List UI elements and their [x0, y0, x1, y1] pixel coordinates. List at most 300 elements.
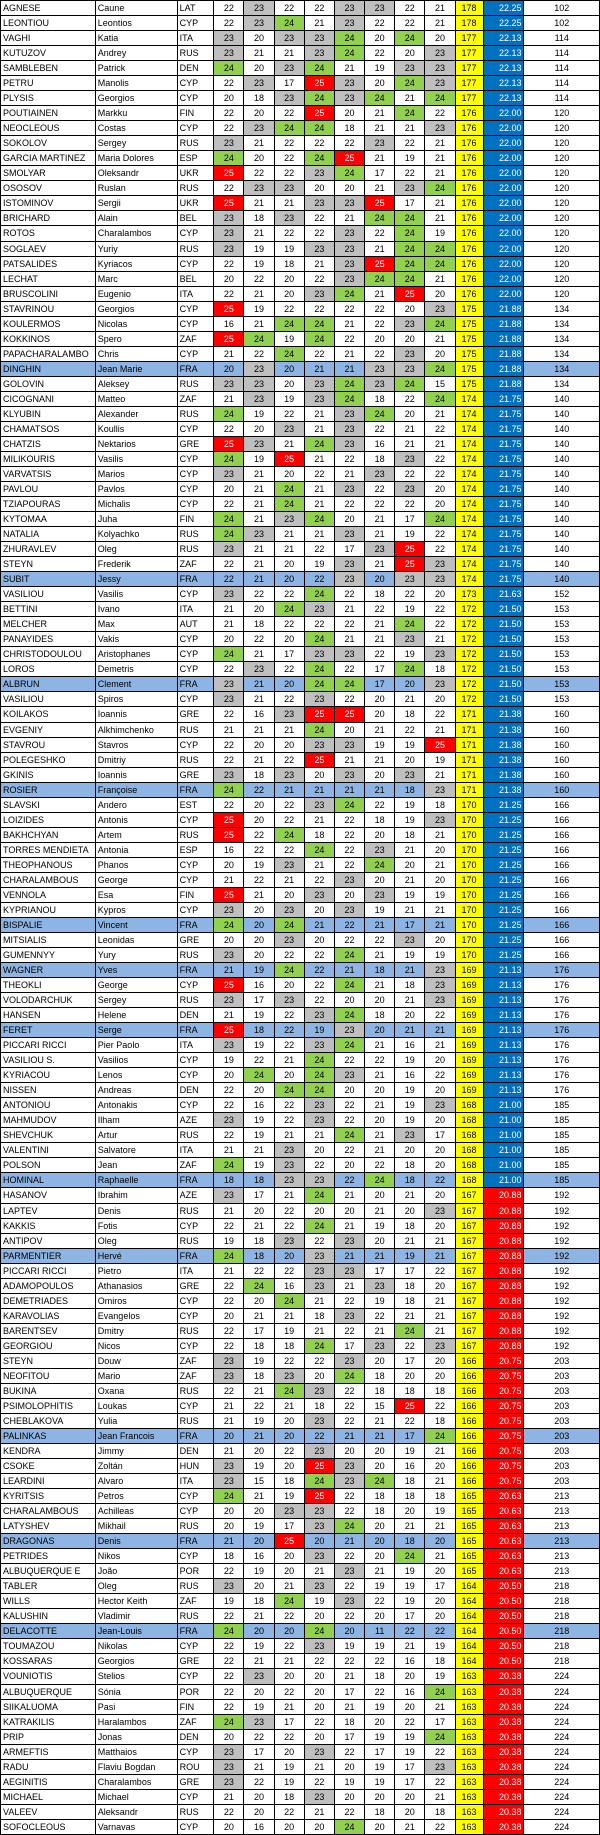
score-cell: 21 — [365, 527, 395, 542]
score-cell: 21 — [365, 617, 395, 632]
score-cell: 20 — [365, 1609, 395, 1624]
first-name-cell: Andero — [95, 797, 177, 812]
country-cell: FRA — [177, 917, 214, 932]
score-cell: 16 — [244, 707, 274, 722]
score-cell: 17 — [274, 76, 304, 91]
score-cell: 20 — [425, 286, 455, 301]
table-row — [1, 316, 600, 331]
country-cell: DEN — [177, 61, 214, 76]
total-cell: 163 — [455, 1804, 483, 1819]
score-cell: 18 — [334, 1714, 364, 1729]
score-cell: 20 — [274, 1744, 304, 1759]
score-cell: 17 — [395, 1609, 425, 1624]
surname-cell: KENDRA — [1, 1444, 96, 1459]
country-cell: CYP — [177, 1218, 214, 1233]
score-cell: 22 — [304, 947, 334, 962]
score-cell: 22 — [304, 1428, 334, 1443]
table-row — [1, 106, 600, 121]
average-cell: 21.38 — [483, 737, 524, 752]
score-cell: 22 — [304, 211, 334, 226]
country-cell: FRA — [177, 1023, 214, 1038]
score-cell: 22 — [334, 827, 364, 842]
score-cell: 24 — [214, 61, 244, 76]
total-cell: 166 — [455, 1474, 483, 1489]
score-cell: 22 — [274, 136, 304, 151]
rank-cell: 218 — [524, 1654, 600, 1669]
score-cell: 23 — [425, 1098, 455, 1113]
average-cell: 21.38 — [483, 782, 524, 797]
score-cell: 25 — [214, 301, 244, 316]
table-row — [1, 241, 600, 256]
score-cell: 22 — [334, 1053, 364, 1068]
average-cell: 21.38 — [483, 752, 524, 767]
country-cell: CYP — [177, 1068, 214, 1083]
score-cell: 24 — [395, 1549, 425, 1564]
total-cell: 169 — [455, 978, 483, 993]
country-cell: CYP — [177, 647, 214, 662]
score-cell: 22 — [395, 1338, 425, 1353]
score-cell: 21 — [244, 677, 274, 692]
country-cell: CYP — [177, 1504, 214, 1519]
surname-cell: TZIAPOURAS — [1, 497, 96, 512]
score-cell: 23 — [304, 602, 334, 617]
total-cell: 171 — [455, 707, 483, 722]
score-cell: 22 — [425, 421, 455, 436]
score-cell: 23 — [304, 1038, 334, 1053]
score-cell: 24 — [304, 662, 334, 677]
total-cell: 167 — [455, 1218, 483, 1233]
score-cell: 23 — [425, 647, 455, 662]
average-cell: 20.88 — [483, 1248, 524, 1263]
surname-cell: PETRU — [1, 76, 96, 91]
score-cell: 20 — [214, 932, 244, 947]
table-row — [1, 1759, 600, 1774]
surname-cell: CHRISTODOULOU — [1, 647, 96, 662]
score-cell: 22 — [214, 1098, 244, 1113]
average-cell: 22.00 — [483, 226, 524, 241]
score-cell: 17 — [395, 1759, 425, 1774]
surname-cell: CHEBLAKOVA — [1, 1413, 96, 1428]
average-cell: 21.25 — [483, 932, 524, 947]
score-cell: 19 — [395, 947, 425, 962]
score-cell: 23 — [334, 872, 364, 887]
total-cell: 176 — [455, 106, 483, 121]
surname-cell: PLYSIS — [1, 91, 96, 106]
rank-cell: 166 — [524, 932, 600, 947]
score-cell: 24 — [334, 46, 364, 61]
surname-cell: BRICHARD — [1, 211, 96, 226]
rank-cell: 218 — [524, 1579, 600, 1594]
total-cell: 163 — [455, 1714, 483, 1729]
score-cell: 20 — [365, 1113, 395, 1128]
average-cell: 21.25 — [483, 887, 524, 902]
score-cell: 21 — [425, 1549, 455, 1564]
country-cell: CYP — [177, 256, 214, 271]
score-cell: 21 — [334, 1218, 364, 1233]
average-cell: 21.50 — [483, 662, 524, 677]
surname-cell: LEONTIOU — [1, 16, 96, 31]
rank-cell: 203 — [524, 1368, 600, 1383]
surname-cell: WILLS — [1, 1594, 96, 1609]
average-cell: 20.50 — [483, 1609, 524, 1624]
rank-cell: 224 — [524, 1684, 600, 1699]
score-cell: 22 — [304, 466, 334, 481]
score-cell: 22 — [274, 1098, 304, 1113]
score-cell: 18 — [214, 1173, 244, 1188]
score-cell: 20 — [244, 1624, 274, 1639]
score-cell: 25 — [214, 827, 244, 842]
table-row — [1, 1398, 600, 1413]
total-cell: 174 — [455, 497, 483, 512]
score-cell: 20 — [365, 1789, 395, 1804]
score-cell: 19 — [365, 902, 395, 917]
surname-cell: PETRIDES — [1, 1549, 96, 1564]
score-cell: 22 — [334, 932, 364, 947]
table-row — [1, 1, 600, 16]
score-cell: 20 — [365, 331, 395, 346]
country-cell: ITA — [177, 602, 214, 617]
score-cell: 23 — [214, 466, 244, 481]
score-cell: 22 — [274, 1263, 304, 1278]
average-cell: 20.38 — [483, 1699, 524, 1714]
score-cell: 22 — [334, 1609, 364, 1624]
score-cell: 18 — [365, 1368, 395, 1383]
rank-cell: 140 — [524, 527, 600, 542]
score-cell: 23 — [334, 1068, 364, 1083]
score-cell: 22 — [365, 16, 395, 31]
total-cell: 175 — [455, 301, 483, 316]
first-name-cell: Achilleas — [95, 1504, 177, 1519]
score-cell: 19 — [395, 647, 425, 662]
score-cell: 22 — [334, 497, 364, 512]
first-name-cell: Vakis — [95, 632, 177, 647]
score-cell: 11 — [365, 1624, 395, 1639]
total-cell: 177 — [455, 91, 483, 106]
rank-cell: 140 — [524, 572, 600, 587]
score-cell: 24 — [425, 241, 455, 256]
score-cell: 22 — [334, 1504, 364, 1519]
score-cell: 20 — [304, 1669, 334, 1684]
score-cell: 21 — [214, 1143, 244, 1158]
score-cell: 19 — [365, 1759, 395, 1774]
score-cell: 24 — [395, 226, 425, 241]
score-cell: 21 — [365, 1248, 395, 1263]
score-cell: 22 — [214, 1564, 244, 1579]
total-cell: 163 — [455, 1729, 483, 1744]
score-cell: 20 — [395, 857, 425, 872]
score-cell: 19 — [304, 1594, 334, 1609]
first-name-cell: Spero — [95, 331, 177, 346]
country-cell: BEL — [177, 211, 214, 226]
first-name-cell: Max — [95, 617, 177, 632]
score-cell: 20 — [334, 1203, 364, 1218]
first-name-cell: Françoise — [95, 782, 177, 797]
table-row — [1, 301, 600, 316]
score-cell: 21 — [304, 16, 334, 31]
first-name-cell: Dmitriy — [95, 752, 177, 767]
average-cell: 20.88 — [483, 1278, 524, 1293]
score-cell: 23 — [365, 1, 395, 16]
score-cell: 22 — [334, 917, 364, 932]
score-cell: 18 — [365, 1008, 395, 1023]
score-cell: 21 — [395, 993, 425, 1008]
score-cell: 24 — [274, 602, 304, 617]
average-cell: 21.13 — [483, 963, 524, 978]
surname-cell: VASILIOU S. — [1, 1053, 96, 1068]
rank-cell: 120 — [524, 181, 600, 196]
score-cell: 24 — [334, 1519, 364, 1534]
total-cell: 172 — [455, 662, 483, 677]
score-cell: 24 — [425, 91, 455, 106]
first-name-cell: Nektarios — [95, 436, 177, 451]
score-cell: 22 — [425, 466, 455, 481]
total-cell: 174 — [455, 436, 483, 451]
surname-cell: TOUMAZOU — [1, 1639, 96, 1654]
score-cell: 23 — [244, 1669, 274, 1684]
score-cell: 22 — [304, 572, 334, 587]
surname-cell: AEGINITIS — [1, 1774, 96, 1789]
score-cell: 23 — [334, 1353, 364, 1368]
first-name-cell: Kolyachko — [95, 527, 177, 542]
score-cell: 22 — [274, 1203, 304, 1218]
score-cell: 25 — [365, 196, 395, 211]
score-cell: 20 — [365, 1459, 395, 1474]
surname-cell: PICCARI RICCI — [1, 1263, 96, 1278]
score-cell: 21 — [365, 1203, 395, 1218]
average-cell: 21.00 — [483, 1128, 524, 1143]
score-cell: 25 — [304, 76, 334, 91]
score-cell: 22 — [214, 1383, 244, 1398]
score-cell: 22 — [425, 1819, 455, 1834]
average-cell: 21.75 — [483, 466, 524, 481]
country-cell: ZAF — [177, 391, 214, 406]
table-row — [1, 1428, 600, 1443]
score-cell: 20 — [425, 1158, 455, 1173]
score-cell: 20 — [395, 1143, 425, 1158]
total-cell: 166 — [455, 1368, 483, 1383]
table-row — [1, 436, 600, 451]
score-cell: 24 — [214, 1489, 244, 1504]
score-cell: 24 — [365, 211, 395, 226]
score-cell: 24 — [425, 391, 455, 406]
first-name-cell: Vasilis — [95, 587, 177, 602]
table-row — [1, 963, 600, 978]
score-cell: 24 — [304, 1068, 334, 1083]
country-cell: ZAF — [177, 1714, 214, 1729]
average-cell: 21.88 — [483, 346, 524, 361]
score-cell: 21 — [304, 451, 334, 466]
rank-cell: 185 — [524, 1128, 600, 1143]
score-cell: 20 — [395, 331, 425, 346]
surname-cell: HANSEN — [1, 1008, 96, 1023]
table-row — [1, 1789, 600, 1804]
country-cell: RUS — [177, 827, 214, 842]
table-row — [1, 1323, 600, 1338]
surname-cell: VALENTINI — [1, 1143, 96, 1158]
average-cell: 20.75 — [483, 1353, 524, 1368]
first-name-cell: Oleksandr — [95, 166, 177, 181]
country-cell: CYP — [177, 902, 214, 917]
surname-cell: PICCARI RICCI — [1, 1038, 96, 1053]
score-cell: 18 — [425, 797, 455, 812]
table-row — [1, 1714, 600, 1729]
rank-cell: 166 — [524, 917, 600, 932]
score-cell: 22 — [274, 226, 304, 241]
score-cell: 22 — [274, 1023, 304, 1038]
score-cell: 21 — [244, 1759, 274, 1774]
table-row — [1, 466, 600, 481]
first-name-cell: Leonidas — [95, 932, 177, 947]
table-row — [1, 692, 600, 707]
surname-cell: HASANOV — [1, 1188, 96, 1203]
score-cell: 23 — [425, 557, 455, 572]
score-cell: 23 — [274, 1368, 304, 1383]
score-cell: 20 — [395, 1203, 425, 1218]
table-row — [1, 722, 600, 737]
table-row — [1, 1519, 600, 1534]
table-row — [1, 842, 600, 857]
score-cell: 24 — [274, 1594, 304, 1609]
score-cell: 24 — [214, 647, 244, 662]
score-cell: 20 — [274, 887, 304, 902]
score-cell: 23 — [425, 978, 455, 993]
score-cell: 20 — [244, 1789, 274, 1804]
score-cell: 24 — [395, 211, 425, 226]
score-cell: 24 — [274, 316, 304, 331]
total-cell: 174 — [455, 512, 483, 527]
rank-cell: 120 — [524, 166, 600, 181]
score-cell: 23 — [334, 421, 364, 436]
score-cell: 20 — [304, 1729, 334, 1744]
first-name-cell: Oleg — [95, 542, 177, 557]
score-cell: 24 — [304, 331, 334, 346]
average-cell: 21.25 — [483, 917, 524, 932]
surname-cell: MICHAEL — [1, 1789, 96, 1804]
first-name-cell: Leontios — [95, 16, 177, 31]
score-cell: 23 — [274, 1504, 304, 1519]
surname-cell: KUTUZOV — [1, 46, 96, 61]
score-cell: 22 — [365, 1654, 395, 1669]
score-cell: 16 — [214, 316, 244, 331]
score-cell: 20 — [334, 1789, 364, 1804]
score-cell: 22 — [274, 1, 304, 16]
total-cell: 167 — [455, 1338, 483, 1353]
score-cell: 22 — [214, 1338, 244, 1353]
score-cell: 20 — [304, 767, 334, 782]
average-cell: 21.75 — [483, 557, 524, 572]
first-name-cell: Demetris — [95, 662, 177, 677]
surname-cell: THEOKLI — [1, 978, 96, 993]
score-cell: 23 — [214, 1459, 244, 1474]
score-cell: 20 — [214, 361, 244, 376]
total-cell: 169 — [455, 1038, 483, 1053]
table-row — [1, 827, 600, 842]
score-cell: 17 — [334, 1338, 364, 1353]
average-cell: 20.88 — [483, 1263, 524, 1278]
score-cell: 20 — [425, 1564, 455, 1579]
score-cell: 20 — [304, 1368, 334, 1383]
score-cell: 21 — [395, 842, 425, 857]
first-name-cell: Varnavas — [95, 1819, 177, 1834]
score-cell: 22 — [304, 226, 334, 241]
score-cell: 23 — [334, 482, 364, 497]
score-cell: 22 — [304, 1654, 334, 1669]
score-cell: 18 — [365, 1669, 395, 1684]
score-cell: 23 — [334, 1023, 364, 1038]
score-cell: 24 — [304, 1053, 334, 1068]
rank-cell: 192 — [524, 1323, 600, 1338]
surname-cell: ALBUQUERQUE — [1, 1684, 96, 1699]
rank-cell: 224 — [524, 1729, 600, 1744]
surname-cell: SOFOCLEOUS — [1, 1819, 96, 1834]
total-cell: 172 — [455, 632, 483, 647]
total-cell: 176 — [455, 226, 483, 241]
rank-cell: 213 — [524, 1504, 600, 1519]
score-cell: 22 — [274, 842, 304, 857]
score-cell: 21 — [395, 1023, 425, 1038]
score-cell: 23 — [425, 46, 455, 61]
average-cell: 21.88 — [483, 376, 524, 391]
first-name-cell: Jean-Louis — [95, 1624, 177, 1639]
score-cell: 21 — [274, 1398, 304, 1413]
total-cell: 165 — [455, 1489, 483, 1504]
table-row — [1, 1549, 600, 1564]
score-cell: 20 — [334, 1158, 364, 1173]
total-cell: 170 — [455, 947, 483, 962]
score-cell: 19 — [244, 241, 274, 256]
score-cell: 20 — [425, 1143, 455, 1158]
score-cell: 19 — [395, 602, 425, 617]
score-cell: 22 — [274, 1804, 304, 1819]
rank-cell: 203 — [524, 1474, 600, 1489]
score-cell: 25 — [274, 451, 304, 466]
score-cell: 23 — [365, 376, 395, 391]
surname-cell: LAPTEV — [1, 1203, 96, 1218]
score-cell: 21 — [214, 391, 244, 406]
country-cell: CYP — [177, 1489, 214, 1504]
score-cell: 23 — [304, 1263, 334, 1278]
score-cell: 24 — [304, 151, 334, 166]
score-cell: 22 — [365, 1308, 395, 1323]
score-cell: 20 — [214, 1729, 244, 1744]
score-cell: 20 — [304, 1609, 334, 1624]
total-cell: 164 — [455, 1639, 483, 1654]
rank-cell: 192 — [524, 1278, 600, 1293]
country-cell: DEN — [177, 1083, 214, 1098]
score-cell: 22 — [395, 1413, 425, 1428]
first-name-cell: Vincent — [95, 917, 177, 932]
score-cell: 21 — [334, 1669, 364, 1684]
score-cell: 19 — [244, 1128, 274, 1143]
score-cell: 24 — [274, 16, 304, 31]
score-cell: 22 — [214, 1654, 244, 1669]
table-row — [1, 331, 600, 346]
score-cell: 22 — [214, 1609, 244, 1624]
total-cell: 175 — [455, 346, 483, 361]
score-cell: 20 — [244, 31, 274, 46]
total-cell: 168 — [455, 1113, 483, 1128]
first-name-cell: Alkhimchenko — [95, 722, 177, 737]
first-name-cell: Lenos — [95, 1068, 177, 1083]
score-cell: 22 — [365, 1158, 395, 1173]
rank-cell: 160 — [524, 737, 600, 752]
rank-cell: 120 — [524, 196, 600, 211]
score-cell: 19 — [214, 1233, 244, 1248]
average-cell: 20.38 — [483, 1804, 524, 1819]
surname-cell: LEARDINI — [1, 1474, 96, 1489]
country-cell: FRA — [177, 1534, 214, 1549]
score-cell: 23 — [274, 902, 304, 917]
